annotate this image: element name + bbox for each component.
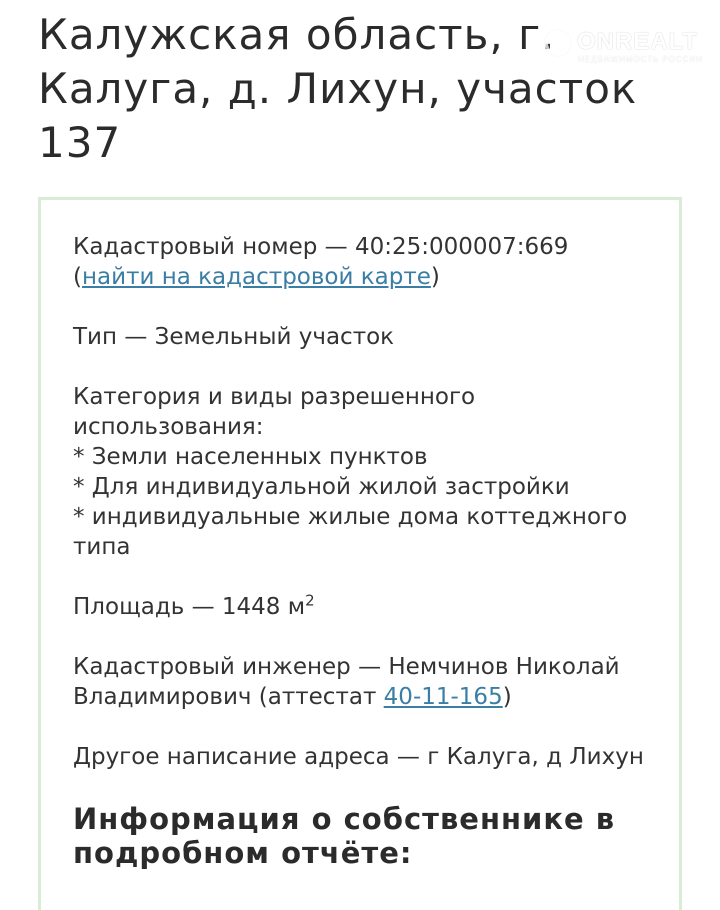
area-label: Площадь — 1448 м — [73, 594, 306, 620]
category-item: * индивидуальные жилые дома коттеджного типа — [73, 504, 628, 560]
certificate-link[interactable]: 40-11-165 — [383, 684, 503, 710]
type-text: Тип — Земельный участок — [73, 324, 395, 350]
cadastral-number-field — [73, 232, 653, 292]
open-paren: ( — [73, 264, 82, 290]
watermark-tagline: НЕДВИЖИМОСТЬ РОССИИ — [578, 55, 703, 64]
cadastral-number-line — [73, 232, 653, 262]
alt-address-text: Другое написание адреса — г Калуга, д Лихун — [73, 744, 644, 770]
engineer-text — [73, 652, 653, 712]
alt-address-field — [73, 742, 653, 772]
close-paren: ) — [430, 264, 440, 290]
category-heading: Категория и виды разрешенного использования: — [73, 384, 476, 440]
category-field — [73, 382, 653, 562]
engineer-close-paren: ) — [502, 684, 512, 710]
cadastral-map-link[interactable]: найти на кадастровой карте — [81, 264, 431, 290]
area-text — [73, 592, 653, 622]
engineer-field — [73, 652, 653, 712]
page-title: Калужская область, г. Калуга, д. Лихун, участок 137 — [38, 10, 638, 167]
area-unit-superscript: 2 — [305, 591, 315, 610]
cadastral-number-value: 40:25:000007:669 — [354, 234, 569, 260]
watermark-brand: ONREALT — [577, 28, 699, 55]
brand-logo-icon — [545, 30, 571, 56]
property-info-box — [38, 197, 682, 910]
area-field — [73, 592, 653, 622]
engineer-label: Кадастровый инженер — Немчинов Николай Владимирович (аттестат — [73, 654, 620, 710]
map-link-line — [73, 262, 653, 292]
watermark-logo — [545, 28, 705, 68]
category-item: * Для индивидуальной жилой застройки — [73, 474, 570, 500]
category-item: * Земли населенных пунктов — [73, 444, 428, 470]
owner-info-heading: Информация о собственнике в подробном отчёте: — [73, 802, 616, 870]
type-field — [73, 322, 653, 352]
property-details — [73, 232, 653, 870]
cadastral-number-label: Кадастровый номер — — [73, 234, 355, 260]
